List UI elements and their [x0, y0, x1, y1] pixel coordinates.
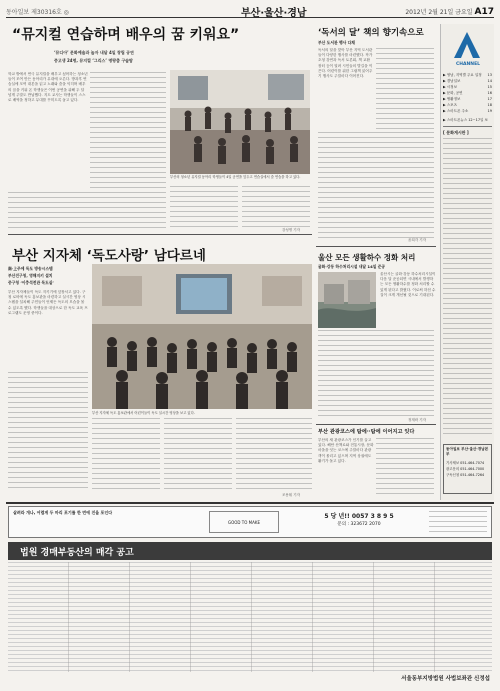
story2-body: 부산 지자체들이 독도 지키기에 앞장서고 있다. 구청 로비에 독도 홍보관을 마련하고 실시간 영상 시스템을 설치해 주민들이 언제든 독도의 모습을 볼 수 있도록 했다. 학생들을 대상으로 한 독도 교육 프로그램도 운영 중이다. [8, 290, 88, 315]
story2-headline: 부산 지자체 ‘독도사랑’ 남다르네 [12, 248, 206, 264]
story5-body: 부산의 새 관광코스가 인기를 끌고 있다. 해안 산책로와 전통시장, 문화마을을 잇는 코스에 주말마다 관광객이 몰리고 있으며 지역 상권에도 활기가 돌고 있다. [318, 438, 374, 463]
office-line: 광고문의 051-464-7000 [446, 467, 485, 471]
story3-col3 [318, 132, 434, 238]
sidebar-menu [443, 72, 492, 114]
phone-ad: 5 당 년!! 0057 3 8 9 5 [324, 513, 394, 520]
office-box [443, 444, 492, 494]
divider [8, 234, 312, 235]
channel-title: CHANNEL [455, 62, 481, 67]
sidebar-menu-item[interactable]: ▶ 스마트폰 주소 19 [443, 109, 492, 113]
ad-divider [6, 502, 494, 504]
divider [316, 424, 436, 425]
listings-title: [ 문화게시판 ] [443, 130, 469, 135]
story2-col3 [92, 418, 160, 492]
office-title: 동아일보 부산·울산·경남본부 [446, 447, 489, 456]
story5-headline: 부산 관광코스에 탐에··탐에 이어지고 잇다 [318, 429, 415, 435]
story1-photo [170, 70, 310, 174]
story4-sub: 굴화·강동 하수처리시설 내달 14일 준공 [318, 264, 386, 269]
listings-body [443, 138, 492, 438]
date-page: 2012년 2월 21일 금요일 A17 [405, 7, 494, 17]
story1-sub2: 중고생 24명, 뮤지컬 ‘그리스’ 명랑춤 구슬땀 [54, 58, 133, 63]
ad-fineprint [429, 511, 487, 535]
phone-ad-contact: 문의 : 323672 2070 [337, 522, 381, 527]
story4-body: 울산시는 굴화·강동 하수처리시설이 다음 달 준공되면 시내에서 발생하는 모든 생활하수를 정화 처리할 수 있게 된다고 밝혔다. 이로써 하천 수질이 크게 개선될 것으로 기대된다. [380, 272, 436, 297]
story3-sub: 부산 도서관 행사 다채 [318, 40, 355, 45]
story1-body-col1: 학교 밖에서 연극 뮤지컬을 배우고 싶어하는 청소년들이 모여 만든 동아리가 무대에 오른다. 방과후 연습실에 모여 대본을 읽고 노래와 춤을 익히며 배우의 꿈을 키워 온 학생들은 이번 공연을 위해 두 달 넘게 주말도 반납했다. 지도 교사는 학생들이 스스로 배역을 정하고 무대를 꾸미도록 돕고 있다. [8, 72, 88, 103]
story1-byline: 강성명 기자 [282, 228, 301, 232]
office-line: 기사제보 051-464-7074 [446, 461, 485, 465]
divider [316, 246, 436, 247]
story1-caption: 부산의 청소년 뮤지컬 동아리 학생들이 4일 공연을 앞두고 연습실에서 춤 연습을 하고 있다. [170, 175, 301, 179]
court-banner [8, 542, 492, 560]
story1-body-col2 [90, 72, 166, 190]
sidebar-menu-item[interactable]: ▶ 생활정보 17 [443, 97, 492, 101]
banner-ad-text: 살려라 개나, 어렵게 두 마리 포기를 한 번에 진을 포인다 [13, 510, 113, 515]
sidebar-menu-item[interactable]: ▶ 영남, 지역별 주요 일정 13 [443, 73, 492, 77]
story1-sub1: ‘뮤디아’ 문화예술과 놀자 내달 4일 창립 공연 [54, 50, 134, 55]
story1-headline: “뮤지컬 연습하며 배우의 꿈 키워요” [12, 27, 240, 43]
sidebar-menu-item[interactable]: ▶ 문화, 공연 16 [443, 91, 492, 95]
story5-col2 [376, 438, 434, 498]
story4-byline: 정재락 기자 [408, 418, 427, 422]
page-header [6, 4, 494, 18]
story2-body-col2 [8, 372, 88, 492]
paper-issue: 동아일보 제30316호 ◎ [6, 9, 69, 16]
channel-logo-icon [452, 30, 482, 60]
story1-body-col5 [8, 192, 166, 228]
story2-caption: 부산 지자체 독도 홍보관에서 어린이들이 독도 실시간 영상을 보고 있다. [92, 411, 195, 415]
story2-sub1: 南·上주에 독도 방송시스템 [8, 266, 53, 271]
story2-col5 [236, 418, 312, 492]
story3-byline: 윤희각 기자 [408, 238, 427, 242]
story3-col2 [376, 48, 434, 130]
good-to-make-ad: GOOD TO MAKE [209, 511, 279, 533]
divider [443, 126, 492, 127]
story1-body-col4 [242, 186, 310, 228]
story2-sub2: 부산진구청, 영해지키 설치 [8, 273, 53, 278]
office-line: 구독신청 051-464-7264 [446, 473, 485, 477]
court-footer: 서울동부지방법원 사법보좌관 신정섭 [401, 676, 490, 682]
story2-col4 [164, 418, 232, 492]
story2-sub3: 중구청 ‘이충석전관 독도실’ [8, 280, 54, 285]
sidebar-extra: ▶ 스마트폰뉴스 12~17일 보 [443, 118, 488, 122]
story3-body: 독서의 달을 맞아 부산 지역 도서관들이 다양한 행사를 마련했다. 작가 초청 강연과 독서 토론회, 책 교환 장터 등이 열려 시민들의 발길을 이끈다. 어린이를 위한 그림책 읽어주기 행사도 주말마다 이어진다. [318, 48, 373, 79]
story3-headline: ‘독서의 달’ 책의 향기속으로 [318, 28, 424, 38]
sidebar-menu-item[interactable]: ▶ 경남일보 14 [443, 79, 492, 83]
court-table-grid [8, 562, 492, 672]
story4-photo [318, 272, 376, 328]
sidebar-menu-item[interactable]: ▶ 시정보 15 [443, 85, 492, 89]
story1-body-col3 [170, 186, 238, 228]
story4-headline: 울산 모든 생활하수 정화 처리 [318, 253, 416, 262]
story2-photo [92, 264, 312, 409]
story2-byline: 조용휘 기자 [282, 493, 301, 497]
story4-col2 [318, 330, 434, 418]
section-title: 부산·울산·경남 [241, 8, 307, 19]
court-title: 법원 경매부동산의 매각 공고 [20, 548, 134, 558]
sidebar-menu-item[interactable]: ▶ 스포츠 18 [443, 103, 492, 107]
ad-row [8, 506, 492, 538]
